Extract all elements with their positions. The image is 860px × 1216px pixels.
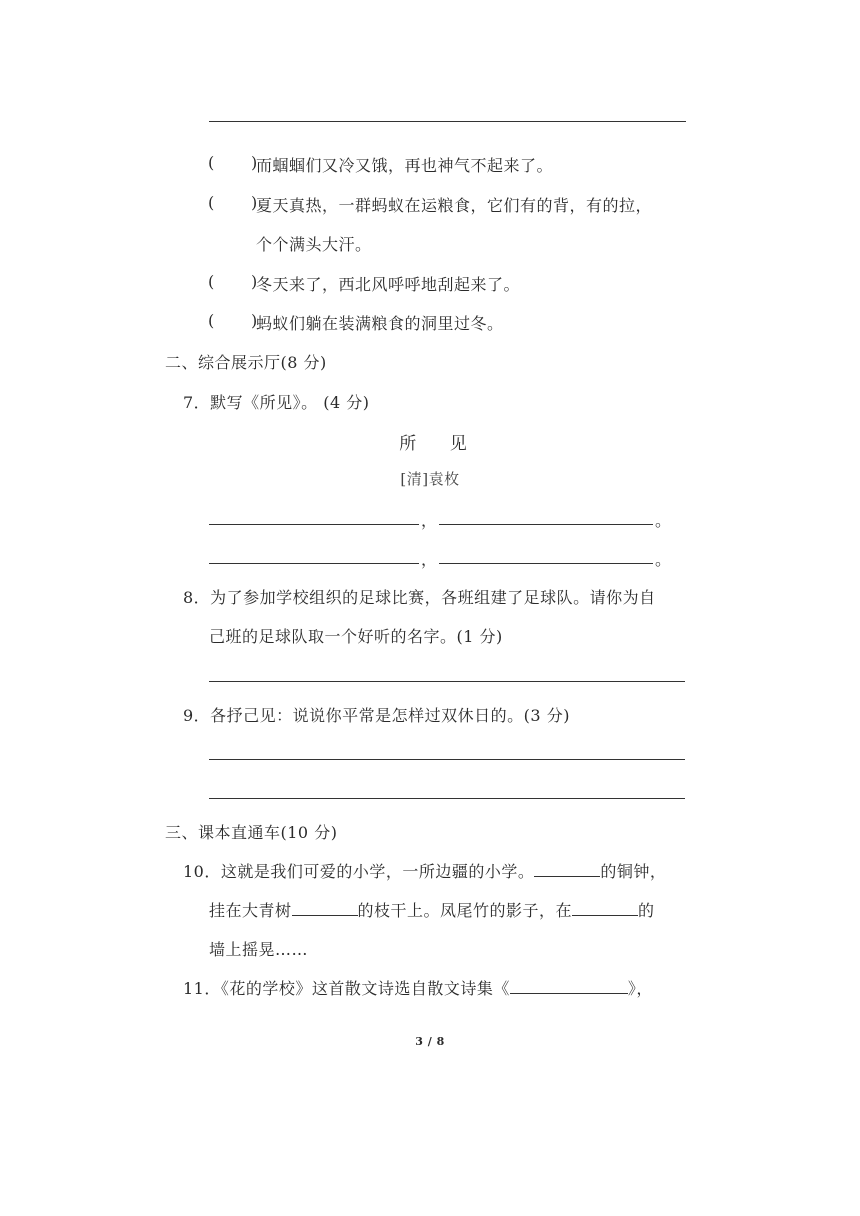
poem-period-2: 。 [655,550,672,569]
question-10-blank-1[interactable] [534,862,600,877]
item-4-paren-open[interactable]: ( [208,311,215,330]
question-11-blank[interactable] [510,979,628,994]
poem-blank-3[interactable] [209,563,419,564]
answer-line-top[interactable] [209,121,686,122]
question-10-blank-2[interactable] [292,901,358,916]
item-3-paren-open[interactable]: ( [208,272,215,291]
question-10-text-b: 的铜钟， [600,862,667,881]
poem-author: [清]袁枚 [400,470,460,488]
item-1-paren-open[interactable]: ( [208,153,215,172]
question-8-line-1: 8．为了参加学校组织的足球比赛，各班组建了足球队。请你为自 [183,588,656,607]
question-10-line-2 [209,898,655,921]
question-9-prompt: 9．各抒己见：说说你平常是怎样过双休日的。(3 分) [183,706,570,725]
poem-blank-2[interactable] [439,524,653,525]
question-8-line-2: 己班的足球队取一个好听的名字。(1 分) [209,627,503,646]
poem-comma-1: ， [421,511,438,530]
question-10-line-1 [183,859,666,882]
poem-blank-1[interactable] [209,524,419,525]
question-8-answer-line[interactable] [209,681,685,682]
item-2-paren-close: ) [251,193,258,212]
poem-period-1: 。 [655,511,672,530]
question-9-answer-line-1[interactable] [209,759,685,760]
item-3-text: 冬天来了，西北风呼呼地刮起来了。 [256,275,521,294]
question-10-blank-3[interactable] [572,901,638,916]
poem-comma-2: ， [421,550,438,569]
item-4-text: 蚂蚁们躺在装满粮食的洞里过冬。 [256,314,504,333]
item-1-paren-close: ) [251,153,258,172]
question-10-text-c: 挂在大青树 [209,901,292,920]
section-3-heading: 三、课本直通车(10 分) [165,823,338,842]
item-2-paren-open[interactable]: ( [208,193,215,212]
question-11-text-a: 11．《花的学校》这首散文诗选自散文诗集《 [183,979,510,998]
question-10-text-a: 10．这就是我们可爱的小学，一所边疆的小学。 [183,862,535,881]
question-10-line-3: 墙上摇晃…… [209,940,309,959]
item-1-text: 而蝈蝈们又冷又饿，再也神气不起来了。 [256,156,554,175]
section-2-heading: 二、综合展示厅(8 分) [165,353,327,372]
item-3-paren-close: ) [251,272,258,291]
item-2-text-cont: 个个满头大汗。 [256,235,372,254]
question-11-line [183,976,653,999]
poem-blank-4[interactable] [439,563,653,564]
question-10-text-e: 的 [638,901,655,920]
page-number: 3 / 8 [415,1035,445,1048]
item-2-text: 夏天真热，一群蚂蚁在运粮食，它们有的背，有的拉， [256,196,653,215]
question-10-text-d: 的枝干上。凤尾竹的影子，在 [357,901,573,920]
question-11-text-b: 》， [627,979,653,998]
poem-title: 所 见 [399,434,481,454]
item-4-paren-close: ) [251,311,258,330]
question-7-prompt: 7．默写《所见》。 (4 分) [183,393,370,412]
question-9-answer-line-2[interactable] [209,798,685,799]
